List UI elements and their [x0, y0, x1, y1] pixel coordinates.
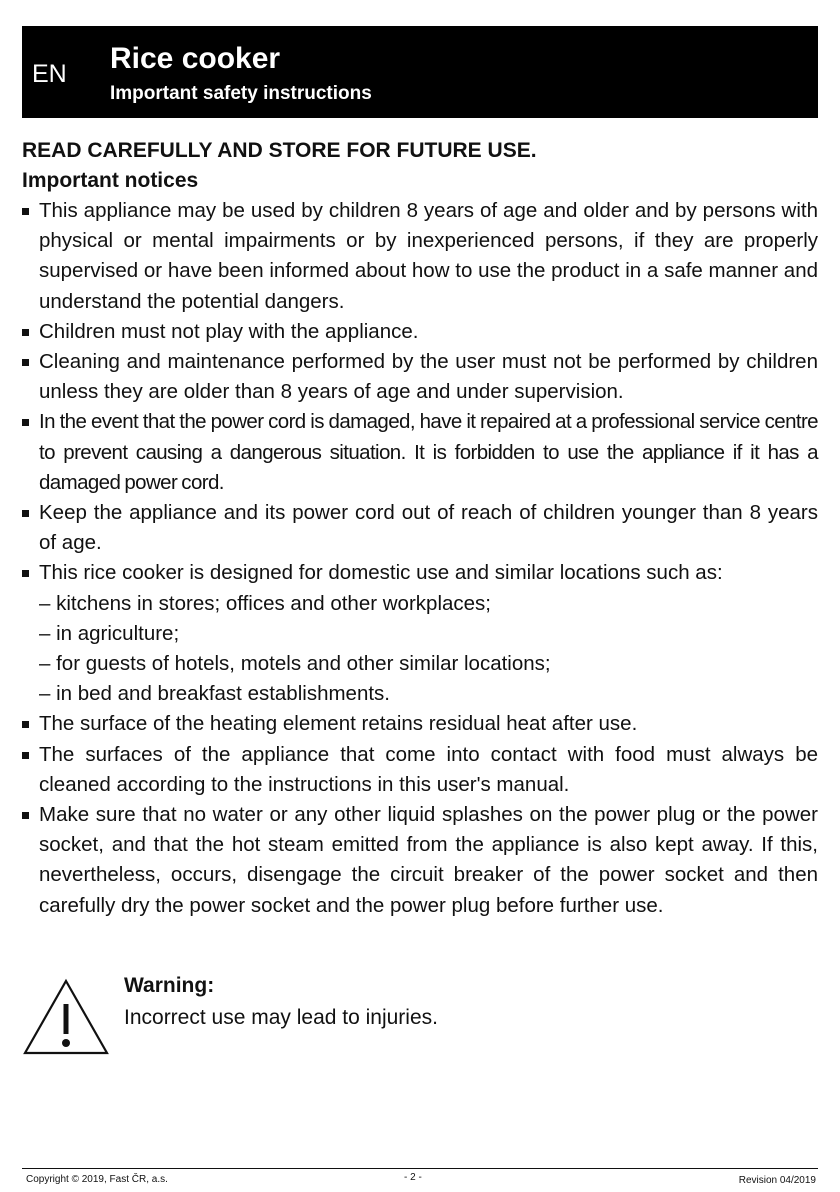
revision-text: Revision 04/2019: [738, 1175, 816, 1186]
page-number: - 2 -: [404, 1172, 422, 1183]
bullet-icon: [22, 359, 29, 366]
warning-box: [22, 972, 818, 1052]
bullet-icon: [22, 208, 29, 215]
list-item: Make sure that no water or any other liquid splashes on the power plug or the power socket, and that the hot steam emitted from the appliance is also kept away. If this, nevertheless, occurs, disengage the circuit breaker of the power socket and then carefully dry the power socket and the power plug before further use.: [22, 800, 818, 921]
list-item: Keep the appliance and its power cord out of reach of children younger than 8 years of age.: [22, 498, 818, 558]
list-item: The surfaces of the appliance that come into contact with food must always be cleaned according to the instructions in this user's manual.: [22, 740, 818, 800]
list-item: Cleaning and maintenance performed by the user must not be performed by children unless they are older than 8 years of age and under supervision.: [22, 347, 818, 407]
list-item: Children must not play with the appliance.: [22, 317, 818, 347]
sub-list-item: – in bed and breakfast establishments.: [39, 682, 390, 706]
language-code: EN: [32, 60, 67, 88]
bullet-icon: [22, 510, 29, 517]
main-content: [22, 136, 818, 921]
warning-triangle-icon: [22, 978, 110, 1056]
bullet-icon: [22, 329, 29, 336]
bullet-icon: [22, 752, 29, 759]
sub-list-item: – kitchens in stores; offices and other workplaces;: [39, 591, 491, 615]
header-bar: [22, 26, 818, 118]
bullet-icon: [22, 721, 29, 728]
document-subtitle: Important safety instructions: [110, 83, 372, 104]
important-notices-heading: Important notices: [22, 169, 199, 192]
bullet-icon: [22, 570, 29, 577]
page-footer: [22, 1168, 818, 1188]
list-item: The surface of the heating element retains residual heat after use.: [22, 709, 818, 739]
warning-text: Incorrect use may lead to injuries.: [124, 1006, 438, 1029]
list-item: In the event that the power cord is damaged, have it repaired at a professional service centre to prevent causing a dangerous situation. It is forbidden to use the appliance if it has a damaged power cord.: [22, 407, 818, 498]
copyright-text: Copyright © 2019, Fast ČR, a.s.: [26, 1174, 168, 1185]
usage-locations-list: [39, 589, 818, 710]
document-title: Rice cooker: [110, 42, 281, 75]
sub-list-item: – for guests of hotels, motels and other similar locations;: [39, 652, 551, 676]
list-item: This appliance may be used by children 8 years of age and older and by persons with physical or mental impairments or by inexperienced persons, if they are properly supervised or have been informed about how to use the product in a safe manner and understand the potential dangers.: [22, 196, 818, 317]
bullet-icon: [22, 419, 29, 426]
read-carefully-heading: READ CAREFULLY AND STORE FOR FUTURE USE.: [22, 139, 537, 162]
sub-list-item: – in agriculture;: [39, 621, 180, 645]
safety-list: [22, 196, 818, 921]
list-item: This rice cooker is designed for domestic use and similar locations such as: – kitchens in stores; offices and other workplaces; – in agriculture; – for guests of hotels, motels and other similar locations; – in bed and breakfast establishments.: [22, 558, 818, 709]
bullet-icon: [22, 812, 29, 819]
warning-title: Warning:: [124, 974, 215, 997]
